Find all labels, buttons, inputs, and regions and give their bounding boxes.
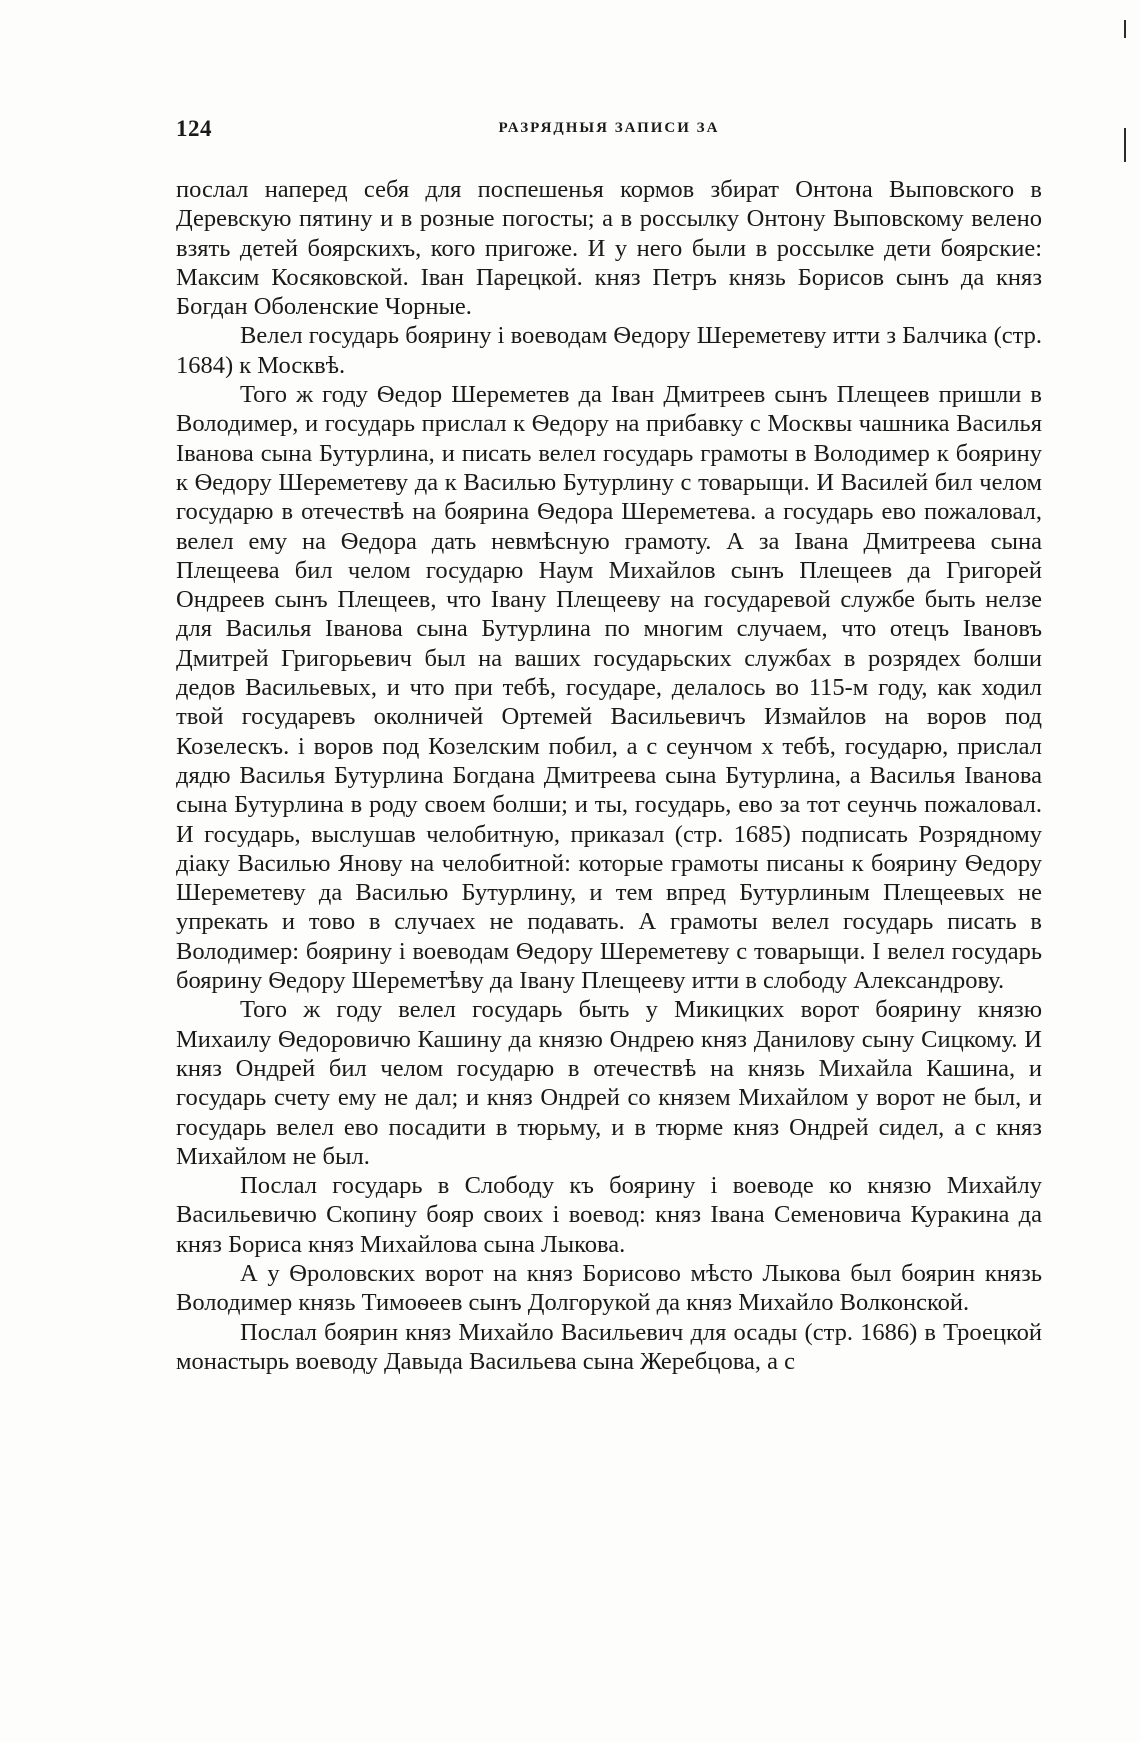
paragraph: Велел государь боярину і воеводам Ѳедору Шереметеву итти з Балчика (стр. 1684) к Москвѣ. xyxy=(176,322,1042,379)
page-number: 124 xyxy=(176,116,212,141)
paragraph: Того ж году велел государь быть у Микицких ворот боярину князю Михаилу Ѳедоровичю Кашину да князю Ондрею княз Данилову сыну Сицкому. И княз Ондрей бил челом государю в отечествѣ на князь Михайла Кашина, и государь счету ему не дал; и княз Ондрей со князем Михайлом у ворот не был, и государь велел ево посадити в тюрьму, и в тюрме княз Ондрей сидел, а с княз Михайлом не был. xyxy=(176,996,1042,1170)
paragraph: Послал государь в Слободу къ боярину і воеводе ко князю Михайлу Васильевичю Скопину бояр своих і воевод: княз Івана Семеновича Куракина да княз Бориса княз Михайлова сына Лыкова. xyxy=(176,1172,1042,1258)
paragraph: послал наперед себя для поспешенья кормов збират Онтона Выповского в Деревскую пятину и в розные погосты; а в россылку Онтону Выповскому велено взять детей боярскихъ, кого пригоже. И у него были в россылке дети боярские: Максим Косяковской. Іван Парецкой. княз Петръ князь Борисов сынъ да княз Богдан Оболенские Чорные. xyxy=(176,176,1042,321)
paragraph: Того ж году Ѳедор Шереметев да Іван Дмитреев сынъ Плещеев пришли в Володимер, и государь прислал к Ѳедору на прибавку с Москвы чашника Василья Іванова сына Бутурлина, и писать велел государь грамоты в Володимер к боярину к Ѳедору Шереметеву да к Василью Бутурлину с товарыщи. И Василей бил челом государю в отечествѣ на боярина Ѳедора Шереметева. а государь ево пожаловал, велел ему на Ѳедора дать невмѣсную грамоту. А за Івана Дмитреева сына Плещеева бил челом государю Наум Михайлов сынъ Плещеев да Григорей Ондреев сынъ Плещеев, что Івану Плещееву на государевой службе быть нелзе для Василья Іванова сына Бутурлина по многим случаем, что отецъ Івановъ Дмитрей Григорьевич был на ваших государьских службах в розрядех болши дедов Васильевых, и что при тебѣ, государе, делалось во 115-м году, как ходил твой государевъ околничей Ортемей Васильевичъ Измайлов на воров под Козелескъ. і воров под Козелским побил, а с сеунчом х тебѣ, государю, прислал дядю Василья Бутурлина Богдана Дмитреева сына Бутурлина, а Василья Іванова сына Бутурлина в роду своем болши; и ты, государь, ево за тот сеунчь пожаловал. И государь, выслушав челобитную, приказал (стр. 1685) подписать Розрядному діаку Василью Янову на челобитной: которые грамоты писаны к боярину Ѳедору Шереметеву да Василью Бутурлину, и тем впред Бутурлиным Плещеевых не упрекать и тово в случаех не подавать. А грамоты велел государь писать в Володимер: боярину і воеводам Ѳедору Шереметеву с товарыщи. І велел государь боярину Ѳедору Шереметѣву да Івану Плещееву итти в слободу Александрову. xyxy=(176,381,1042,995)
body-text xyxy=(176,175,1042,1376)
paragraph: Послал боярин княз Михайло Васильевич для осады (стр. 1686) в Троецкой монастырь воеводу Давыда Васильева сына Жеребцова, а с xyxy=(176,1318,1042,1375)
scan-margin-mark xyxy=(1124,20,1126,38)
running-title: РАЗРЯДНЫЯ ЗАПИСИ ЗА xyxy=(498,120,720,136)
paragraph: А у Ѳроловских ворот на княз Борисово мѣсто Лыкова был боярин князь Володимер князь Тимоѳеев сынъ Долгорукой да княз Михайло Волконской. xyxy=(176,1259,1042,1317)
page-header xyxy=(176,116,1042,146)
scan-margin-mark xyxy=(1124,128,1126,162)
